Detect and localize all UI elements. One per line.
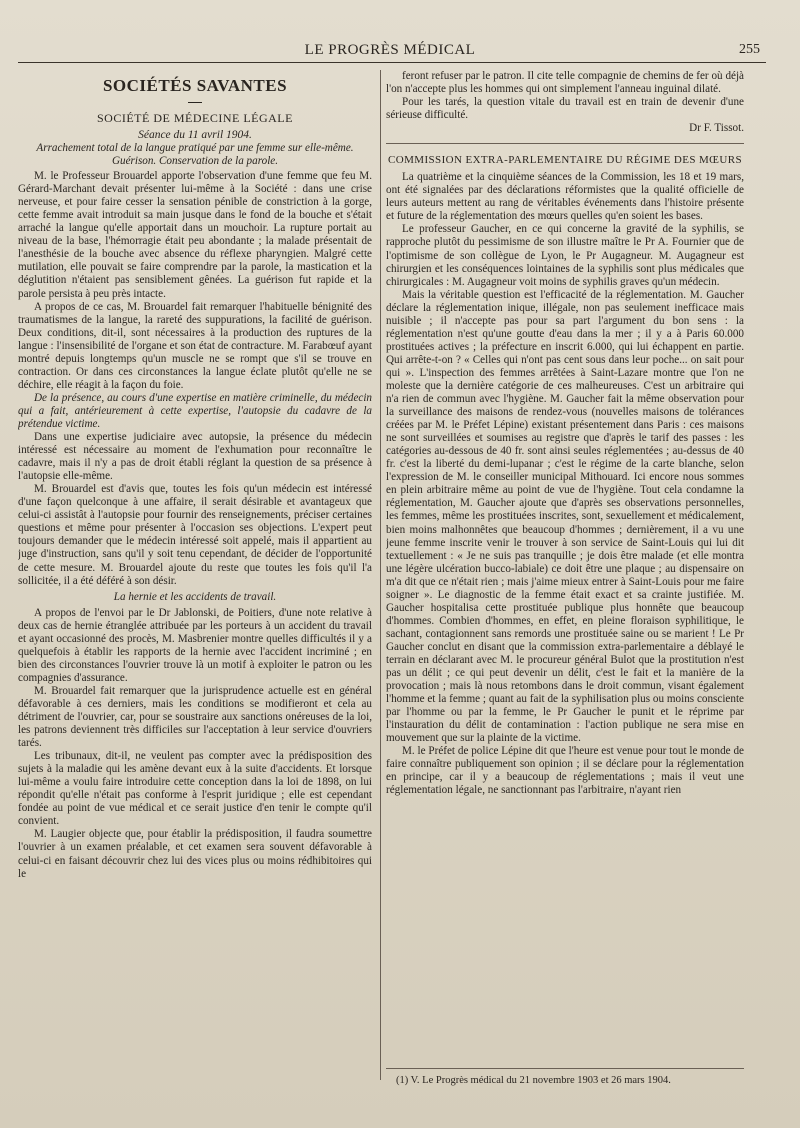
section-heading: SOCIÉTÉS SAVANTES: [102, 76, 288, 95]
paragraph: Pour les tarés, la question vitale du travail est en train de devenir d'une sérieuse difficulté.: [386, 96, 744, 122]
paragraph: A propos de ce cas, M. Brouardel fait remarquer l'habituelle bénignité des traumatismes de la langue, la rareté des suppurations, la facilité de guérison. Deux conditions, dit-il, sont nécessaires à la production des ruptures de la langue : l'insensibilité de l'organe et son état de contracture. M. Farabœuf ayant montré depuis longtemps qu'un muscle ne se rompt que s'il se trouve en contraction. Or dans ces circonstances la langue éclate plutôt qu'elle ne se déchire, elle réagit à la façon du foie.: [18, 300, 372, 391]
paragraph: M. le Préfet de police Lépine dit que l'heure est venue pour tout le monde de faire connaître publiquement son opinion ; il se déclare pour la réglementation en principe, car il y a beaucoup de réglementations ; mais il veut une réglementation légale, ne sanctionnant pas l'arbitraire, n'ayant rien: [386, 745, 744, 797]
paragraph: La quatrième et la cinquième séances de la Commission, les 18 et 19 mars, ont été signalées par des déclarations réformistes que la qualité officielle de leurs auteurs mettent au rang de véritables événements dans l'histoire présente et future de la réglementation des mœurs quelles qu'en soient les bases.: [386, 171, 744, 223]
column-divider: [380, 70, 381, 1080]
commission-heading: COMMISSION EXTRA-PARLEMENTAIRE DU RÉGIME DES MŒURS: [388, 154, 742, 167]
article-title: Arrachement total de la langue pratiqué par une femme sur elle-même. Guérison. Conservation de la parole.: [36, 142, 354, 168]
footnote-block: [386, 1062, 744, 1087]
left-column: [18, 70, 372, 1080]
paragraph: M. Brouardel fait remarquer que la jurisprudence actuelle est en général défavorable à ces derniers, mais les conditions se modifieront et cela au détriment de l'ouvrier, car, pour se soustraire aux sanctions onéreuses de la loi, les patrons deviennent très difficiles sur l'acceptation à leur service d'ouvriers tarés.: [18, 684, 372, 750]
running-head: [20, 40, 760, 64]
session-date: Séance du 11 avril 1904.: [138, 129, 252, 141]
paragraph: M. le Professeur Brouardel apporte l'observation d'une femme que feu M. Gérard-Marchant devait présenter lui-même à la Société : dans une crise nerveuse, et pour faire cesser la sensation pénible de constriction à la gorge, cette femme avait introduit sa main jusque dans le fond de la bouche et s'était arraché la langue qu'elle apportait dans un mouchoir. La rupture portait au niveau de la base, l'hémorragie était peu abondante ; la malade présentait de l'anesthésie de la bouche avec absence du réflexe pharyngien. Malgré cette mutilation, elle pouvait se faire comprendre par la parole, la mastication et la déglutition n'étaient pas sensiblement gênées. La guérison fut rapide et la parole persista à peu près intacte.: [18, 170, 372, 300]
paragraph: Dans une expertise judiciaire avec autopsie, la présence du médecin intéressé est nécessaire au moment de l'exhumation pour reconnaître le cadavre, mais il n'y a pas de droit établi réglant la question de sa présence à l'autopsie elle-même.: [18, 431, 372, 483]
paragraph: A propos de l'envoi par le Dr Jablonski, de Poitiers, d'une note relative à deux cas de hernie étranglée attribuée par les porteurs à un accident du travail et ayant occasionné des procès, M. Masbrenier montre quelles difficultés il y a quelquefois à établir les rapports de la hernie avec l'accident incriminé ; en bien des circonstances l'ouvrier trouve là un motif à exploiter le patron ou les compagnies d'assurance.: [18, 606, 372, 684]
paragraph: Les tribunaux, dit-il, ne veulent pas compter avec la prédisposition des sujets à la maladie qui les amène devant eux à la suite d'accidents. Et lorsque lui-même a voulu faire introduire cette conception dans la loi de 1898, on lui répondit qu'elle n'était pas conforme à l'esprit juridique ; elle est cependant fondée au point de vue médical et ce serait justice d'en tenir le compte qu'il convient.: [18, 750, 372, 828]
paragraph: M. Brouardel est d'avis que, toutes les fois qu'un médecin est intéressé d'une façon quelconque à une affaire, il serait désirable et avantageux que celui-ci assistât à l'autopsie pour fournir des renseignements, préciser certaines questions et même pour présenter à l'occasion ses objections. L'expert peut toujours demander que le médecin intéressé soit appelé, mais il appartient au juge d'instruction, sans qu'il y soit tenu cependant, de décider de l'opportunité de cette mesure. M. Brouardel ajoute du reste que toutes les fois qu'il l'a sollicitée, il a été déféré à son désir.: [18, 483, 372, 587]
paragraph: Le professeur Gaucher, en ce qui concerne la gravité de la syphilis, se rapproche plutôt du pessimisme de son illustre maître le Pr A. Fournier que de l'optimisme de son collègue de Lyon, le Pr Augagneur. M. Augagneur est chirurgien et les conséquences lointaines de la syphilis sont plus médicales que chirurgicales : M. Augagneur voit moins de syphilis graves qu'un médecin.: [386, 223, 744, 288]
hernia-subheading: La hernie et les accidents de travail.: [113, 590, 277, 603]
footnote: (1) V. Le Progrès médical du 21 novembre 1903 et 26 mars 1904.: [396, 1075, 671, 1086]
society-heading: SOCIÉTÉ DE MÉDECINE LÉGALE: [97, 111, 293, 125]
running-title: LE PROGRÈS MÉDICAL: [304, 42, 476, 58]
right-column: [386, 70, 744, 1060]
footnote-rule: [386, 1068, 744, 1069]
paragraph: M. Laugier objecte que, pour établir la prédisposition, il faudra soumettre l'ouvrier à un examen préalable, et cet examen sera souvent défavorable à celui-ci en faisant découvrir chez lui des vices plus ou moins rédhibitoires qui le: [18, 828, 372, 880]
page-number: 255: [739, 42, 760, 57]
paragraph: feront refuser par le patron. Il cite telle compagnie de chemins de fer où déjà l'on n'accepte plus les hommes qui ont simplement l'anneau inguinal dilaté.: [386, 70, 744, 96]
italic-subheading: De la présence, au cours d'une expertise en matière criminelle, du médecin qui a fait, antérieurement à cette expertise, l'autopsie du cadavre de la prétendue victime.: [18, 391, 372, 430]
section-rule: [386, 143, 744, 144]
author-signature: Dr F. Tissot.: [689, 122, 744, 135]
heading-dash: [188, 102, 202, 103]
paragraph: Mais la véritable question est l'efficacité de la réglementation. M. Gaucher déclare la réglementation inique, illégale, non pas seulement inefficace mais nuisible ; il n'accepte pas pour sa part l'argument du bon sens : la réglementation n'est qu'une goutte d'eau dans la mer ; il y a à Paris 60.000 prostituées actives ; la préfecture en inscrit 6.000, qui lui échappent en partie. Qui arrête-t-on ? « Celles qui n'ont pas cent sous dans leur poche... on sait pour qui ». L'inspection des femmes arrêtées à Saint-Lazare montre que l'on ne moleste que la dernière catégorie de ces malheureuses. C'est un arbitraire qui n'a rien de commun avec l'hygiène. M. Gaucher fait la même observation pour la surveillance des maisons de rendez-vous (nouvelles maisons de tolérances créées par M. le Préfet Lépine) existant présentement dans Paris : ces maisons ne sont surveillées et soumises au registre que d'après le tarif des passes : les catégories au-dessous de 40 fr. sont ainsi seules réglementées ; au-dessus de 40 fr. c'est la liberté du demi-lupanar ; c'est le régime de la carte blanche, selon l'expression de M. le conseiller municipal Mithouard. Ici encore nous sommes en plein arbitraire même au point de vue de l'hygiène. Tout cela condamne la réglementation, M. Gaucher ajoute que d'après ses observations personnelles, les femmes, même les prostituées inscrites, sont, sexuellement et médicalement, bien moins malhonnêtes que beaucoup d'hommes ; dernièrement, il a vu une jeune femme inscrite venir le trouver à son service de Saint-Louis qui lui dit textuellement : « Je ne suis pas tranquille ; je dois être malade (et elle montra une légère ulcération bucco-labiale) ce doit être une plaque ; au dispensaire on m'a dit que ce n'était rien ; mais j'aime mieux entrer à Saint-Louis pour me faire soigner ». Le diagnostic de la femme était exact et sa crainte justifiée. M. Gaucher hospitalisa cette prostituée publique plus honnête que beaucoup d'hommes. Combien d'hommes, en effet, en pleine floraison syphilitique, le sachant, contagionnent sans remords une prostituée saine ou se marient ! Le Pr Gaucher conclut en disant que la commission extra-parlementaire a déblayé le terrain en déclarant avec M. le procureur général Bulot que la prostitution n'est pas un délit ; ce qui peut devenir un délit, c'est le fait et la manière de la provocation ; mais là nous retombons dans le droit commun, visant également l'homme et la femme ; quant au fait de la syphilisation plus ou moins consciente par l'homme ou par la femme, le Pr Gaucher le punit et le réprime par l'instauration du délit de contamination : l'action publique ne sera mise en mouvement que sur la plainte de la victime.: [386, 288, 744, 745]
header-rule: [18, 62, 766, 63]
